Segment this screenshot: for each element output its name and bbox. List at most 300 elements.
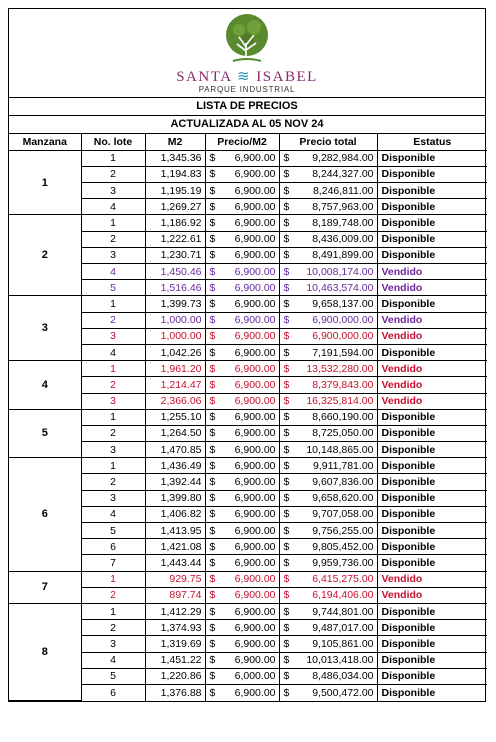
status-badge: Disponible [377,166,487,182]
currency-symbol: $ [209,233,216,246]
precio-total-cell-value: 8,486,034.00 [312,670,374,683]
logo-header [9,9,485,98]
lote-cell: 1 [81,409,145,425]
col-header-precio-total: Precio total [279,134,377,150]
status-badge: Vendido [377,393,487,409]
currency-symbol: $ [283,621,290,634]
m2-cell: 1,392.44 [145,474,205,490]
m2-cell: 1,451.22 [145,652,205,668]
table-row [9,555,487,571]
table-row [9,344,487,360]
precio-total-cell-value: 9,658,620.00 [312,492,374,505]
table-row [9,474,487,490]
m2-cell: 1,186.92 [145,215,205,231]
precio-m2-cell-value: 6,900.00 [234,589,276,602]
precio-total-cell [279,620,377,636]
precio-total-cell [279,247,377,263]
currency-symbol: $ [283,362,290,375]
precio-m2-cell [205,231,279,247]
precio-m2-cell-value: 6,900.00 [234,459,276,472]
table-row [9,280,487,296]
m2-cell: 1,516.46 [145,280,205,296]
lote-cell: 4 [81,264,145,280]
currency-symbol: $ [209,670,216,683]
precio-total-cell-value: 8,725,050.00 [312,427,374,440]
m2-cell: 1,255.10 [145,409,205,425]
precio-m2-cell [205,490,279,506]
m2-cell: 2,366.06 [145,393,205,409]
status-badge: Disponible [377,344,487,360]
currency-symbol: $ [209,314,216,327]
precio-total-cell [279,280,377,296]
precio-total-cell [279,328,377,344]
currency-symbol: $ [283,249,290,262]
m2-cell: 929.75 [145,571,205,587]
currency-symbol: $ [209,605,216,618]
currency-symbol: $ [283,459,290,472]
currency-symbol: $ [283,330,290,343]
page-title: LISTA DE PRECIOS [9,98,485,116]
m2-cell: 1,436.49 [145,458,205,474]
precio-total-cell-value: 6,900,000.00 [312,330,374,343]
precio-m2-cell [205,344,279,360]
precio-total-cell-value: 9,911,781.00 [312,459,374,472]
precio-m2-cell [205,620,279,636]
table-row [9,361,487,377]
currency-symbol: $ [209,378,216,391]
lote-cell: 4 [81,344,145,360]
precio-m2-cell [205,668,279,684]
currency-symbol: $ [283,508,290,521]
manzana-cell: 2 [9,215,81,296]
table-row [9,215,487,231]
precio-m2-cell [205,377,279,393]
lote-cell: 1 [81,215,145,231]
m2-cell: 1,406.82 [145,506,205,522]
m2-cell: 1,399.80 [145,490,205,506]
currency-symbol: $ [283,395,290,408]
lote-cell: 5 [81,280,145,296]
precio-m2-cell [205,571,279,587]
lote-cell: 1 [81,361,145,377]
precio-m2-cell-value: 6,000.00 [234,670,276,683]
precio-m2-cell-value: 6,900.00 [234,508,276,521]
manzana-cell: 5 [9,409,81,458]
currency-symbol: $ [209,362,216,375]
currency-symbol: $ [283,476,290,489]
currency-symbol: $ [283,573,290,586]
m2-cell: 1,413.95 [145,523,205,539]
m2-cell: 1,374.93 [145,620,205,636]
lote-cell: 4 [81,506,145,522]
currency-symbol: $ [283,411,290,424]
precio-m2-cell-value: 6,900.00 [234,233,276,246]
currency-symbol: $ [209,476,216,489]
lote-cell: 2 [81,620,145,636]
m2-cell: 1,376.88 [145,684,205,700]
table-row [9,231,487,247]
lote-cell: 3 [81,183,145,199]
precio-total-cell [279,668,377,684]
table-row [9,668,487,684]
col-header-manzana: Manzana [9,134,81,150]
manzana-cell: 6 [9,458,81,571]
currency-symbol: $ [283,378,290,391]
precio-m2-cell-value: 6,900.00 [234,200,276,213]
m2-cell: 1,345.36 [145,150,205,166]
precio-total-cell-value: 6,900,000.00 [312,314,374,327]
precio-total-cell [279,603,377,619]
precio-m2-cell-value: 6,900.00 [234,556,276,569]
currency-symbol: $ [209,459,216,472]
precio-m2-cell [205,636,279,652]
m2-cell: 1,412.29 [145,603,205,619]
precio-total-cell [279,523,377,539]
currency-symbol: $ [209,492,216,505]
precio-m2-cell [205,539,279,555]
table-row [9,571,487,587]
precio-m2-cell-value: 6,900.00 [234,476,276,489]
precio-total-cell [279,231,377,247]
col-header-precio-m2: Precio/M2 [205,134,279,150]
precio-total-cell-value: 10,008,174.00 [306,265,374,278]
precio-m2-cell-value: 6,900.00 [234,346,276,359]
lote-cell: 1 [81,458,145,474]
price-table [9,134,487,701]
brand-right: ISABEL [256,69,318,85]
m2-cell: 1,230.71 [145,247,205,263]
precio-total-cell [279,183,377,199]
status-badge: Disponible [377,231,487,247]
lote-cell: 2 [81,587,145,603]
lote-cell: 3 [81,328,145,344]
currency-symbol: $ [283,427,290,440]
precio-total-cell [279,506,377,522]
status-badge: Vendido [377,312,487,328]
precio-m2-cell [205,247,279,263]
precio-m2-cell [205,458,279,474]
m2-cell: 1,264.50 [145,425,205,441]
status-badge: Disponible [377,620,487,636]
precio-m2-cell [205,523,279,539]
precio-total-cell [279,393,377,409]
precio-total-cell [279,587,377,603]
m2-cell: 1,220.86 [145,668,205,684]
m2-cell: 1,450.46 [145,264,205,280]
precio-total-cell-value: 7,191,594.00 [312,346,374,359]
precio-total-cell-value: 9,756,255.00 [312,524,374,537]
precio-total-cell-value: 9,282,984.00 [312,152,374,165]
precio-total-cell [279,361,377,377]
precio-m2-cell-value: 6,900.00 [234,217,276,230]
currency-symbol: $ [283,556,290,569]
currency-symbol: $ [209,168,216,181]
table-row [9,150,487,166]
m2-cell: 1,399.73 [145,296,205,312]
precio-m2-cell-value: 6,900.00 [234,492,276,505]
currency-symbol: $ [209,200,216,213]
lote-cell: 2 [81,377,145,393]
status-badge: Disponible [377,506,487,522]
currency-symbol: $ [283,314,290,327]
precio-m2-cell-value: 6,900.00 [234,395,276,408]
precio-m2-cell-value: 6,900.00 [234,427,276,440]
precio-m2-cell [205,442,279,458]
precio-m2-cell [205,555,279,571]
currency-symbol: $ [283,589,290,602]
table-row [9,425,487,441]
currency-symbol: $ [209,540,216,553]
currency-symbol: $ [209,411,216,424]
currency-symbol: $ [209,184,216,197]
precio-m2-cell [205,361,279,377]
precio-m2-cell [205,587,279,603]
precio-total-cell-value: 9,487,017.00 [312,621,374,634]
table-row [9,199,487,215]
precio-m2-cell-value: 6,900.00 [234,411,276,424]
table-row [9,620,487,636]
currency-symbol: $ [283,492,290,505]
precio-m2-cell-value: 6,900.00 [234,314,276,327]
price-list-sheet [8,8,486,702]
table-row [9,684,487,700]
status-badge: Disponible [377,539,487,555]
table-row [9,247,487,263]
precio-total-cell-value: 9,607,836.00 [312,476,374,489]
precio-m2-cell-value: 6,900.00 [234,362,276,375]
status-badge: Disponible [377,684,487,700]
lote-cell: 1 [81,603,145,619]
currency-symbol: $ [209,654,216,667]
precio-total-cell-value: 13,532,280.00 [306,362,374,375]
precio-total-cell [279,458,377,474]
precio-total-cell-value: 9,959,736.00 [312,556,374,569]
currency-symbol: $ [209,686,216,699]
m2-cell: 1,214.47 [145,377,205,393]
lote-cell: 6 [81,539,145,555]
precio-total-cell-value: 8,379,843.00 [312,378,374,391]
status-badge: Disponible [377,215,487,231]
brand-wordmark [9,67,485,86]
status-badge: Disponible [377,150,487,166]
lote-cell: 5 [81,668,145,684]
currency-symbol: $ [209,427,216,440]
precio-m2-cell-value: 6,900.00 [234,168,276,181]
status-badge: Disponible [377,636,487,652]
precio-total-cell-value: 9,707,058.00 [312,508,374,521]
lote-cell: 4 [81,652,145,668]
currency-symbol: $ [209,152,216,165]
currency-symbol: $ [283,540,290,553]
m2-cell: 1,443.44 [145,555,205,571]
currency-symbol: $ [283,524,290,537]
precio-m2-cell [205,296,279,312]
lote-cell: 3 [81,442,145,458]
currency-symbol: $ [283,637,290,650]
m2-cell: 1,195.19 [145,183,205,199]
lote-cell: 1 [81,296,145,312]
currency-symbol: $ [209,621,216,634]
table-row [9,183,487,199]
lote-cell: 2 [81,166,145,182]
precio-total-cell-value: 9,658,137.00 [312,297,374,310]
precio-m2-cell-value: 6,900.00 [234,265,276,278]
manzana-cell: 1 [9,150,81,215]
status-badge: Vendido [377,377,487,393]
precio-total-cell [279,312,377,328]
status-badge: Disponible [377,555,487,571]
table-row [9,587,487,603]
precio-total-cell-value: 10,013,418.00 [306,654,374,667]
table-row [9,442,487,458]
status-badge: Vendido [377,280,487,296]
updated-date: ACTUALIZADA AL 05 NOV 24 [9,116,485,134]
m2-cell: 1,269.27 [145,199,205,215]
table-row [9,166,487,182]
brand-left: SANTA [176,69,232,85]
precio-m2-cell [205,425,279,441]
lote-cell: 3 [81,247,145,263]
precio-m2-cell-value: 6,900.00 [234,152,276,165]
precio-m2-cell-value: 6,900.00 [234,297,276,310]
precio-m2-cell [205,166,279,182]
currency-symbol: $ [209,217,216,230]
manzana-cell: 3 [9,296,81,361]
lote-cell: 1 [81,150,145,166]
m2-cell: 1,470.85 [145,442,205,458]
lote-cell: 2 [81,312,145,328]
precio-m2-cell-value: 6,900.00 [234,637,276,650]
lote-cell: 3 [81,393,145,409]
currency-symbol: $ [209,297,216,310]
currency-symbol: $ [209,524,216,537]
status-badge: Disponible [377,523,487,539]
currency-symbol: $ [209,265,216,278]
table-row [9,409,487,425]
precio-total-cell-value: 6,194,406.00 [312,589,374,602]
precio-total-cell [279,150,377,166]
precio-total-cell [279,636,377,652]
lote-cell: 1 [81,571,145,587]
precio-total-cell-value: 10,463,574.00 [306,281,374,294]
currency-symbol: $ [283,184,290,197]
table-row [9,603,487,619]
precio-total-cell [279,684,377,700]
precio-total-cell-value: 10,148,865.00 [306,443,374,456]
currency-symbol: $ [283,281,290,294]
precio-total-cell [279,296,377,312]
currency-symbol: $ [283,297,290,310]
lote-cell: 2 [81,231,145,247]
lote-cell: 2 [81,474,145,490]
status-badge: Disponible [377,296,487,312]
precio-m2-cell-value: 6,900.00 [234,686,276,699]
currency-symbol: $ [209,556,216,569]
lote-cell: 7 [81,555,145,571]
precio-m2-cell-value: 6,900.00 [234,443,276,456]
precio-total-cell-value: 8,757,963.00 [312,200,374,213]
status-badge: Disponible [377,425,487,441]
precio-m2-cell-value: 6,900.00 [234,524,276,537]
tree-logo-icon [219,13,275,65]
currency-symbol: $ [283,443,290,456]
precio-m2-cell-value: 6,900.00 [234,621,276,634]
precio-m2-cell [205,312,279,328]
precio-m2-cell [205,199,279,215]
currency-symbol: $ [283,233,290,246]
currency-symbol: $ [283,654,290,667]
precio-m2-cell-value: 6,900.00 [234,330,276,343]
precio-m2-cell-value: 6,900.00 [234,249,276,262]
manzana-cell: 7 [9,571,81,603]
precio-total-cell [279,474,377,490]
precio-m2-cell-value: 6,900.00 [234,605,276,618]
table-row [9,328,487,344]
precio-m2-cell [205,603,279,619]
table-row [9,296,487,312]
status-badge: Disponible [377,668,487,684]
currency-symbol: $ [209,443,216,456]
status-badge: Disponible [377,199,487,215]
precio-m2-cell [205,215,279,231]
status-badge: Disponible [377,652,487,668]
precio-total-cell [279,571,377,587]
m2-cell: 897.74 [145,587,205,603]
status-badge: Disponible [377,247,487,263]
precio-total-cell-value: 8,244,327.00 [312,168,374,181]
status-badge: Vendido [377,328,487,344]
precio-total-cell [279,652,377,668]
table-row [9,458,487,474]
status-badge: Disponible [377,409,487,425]
lote-cell: 5 [81,523,145,539]
precio-total-cell-value: 9,744,801.00 [312,605,374,618]
precio-total-cell [279,425,377,441]
status-badge: Disponible [377,183,487,199]
precio-total-cell [279,344,377,360]
status-badge: Vendido [377,361,487,377]
m2-cell: 1,042.26 [145,344,205,360]
precio-m2-cell [205,684,279,700]
currency-symbol: $ [283,670,290,683]
status-badge: Disponible [377,474,487,490]
precio-m2-cell [205,328,279,344]
table-row [9,490,487,506]
precio-m2-cell [205,506,279,522]
col-header-lote: No. lote [81,134,145,150]
m2-cell: 1,421.08 [145,539,205,555]
precio-m2-cell-value: 6,900.00 [234,573,276,586]
precio-m2-cell [205,264,279,280]
lote-cell: 2 [81,425,145,441]
m2-cell: 1,319.69 [145,636,205,652]
status-badge: Disponible [377,490,487,506]
precio-m2-cell-value: 6,900.00 [234,378,276,391]
precio-total-cell-value: 8,436,009.00 [312,233,374,246]
currency-symbol: $ [209,573,216,586]
precio-total-cell-value: 9,500,472.00 [312,686,374,699]
precio-m2-cell [205,280,279,296]
table-body [9,150,487,700]
precio-total-cell-value: 8,189,748.00 [312,217,374,230]
precio-total-cell [279,539,377,555]
lote-cell: 3 [81,490,145,506]
precio-m2-cell [205,150,279,166]
wave-icon: ≋ [236,69,252,85]
m2-cell: 1,000.00 [145,328,205,344]
precio-total-cell-value: 8,660,190.00 [312,411,374,424]
m2-cell: 1,194.83 [145,166,205,182]
